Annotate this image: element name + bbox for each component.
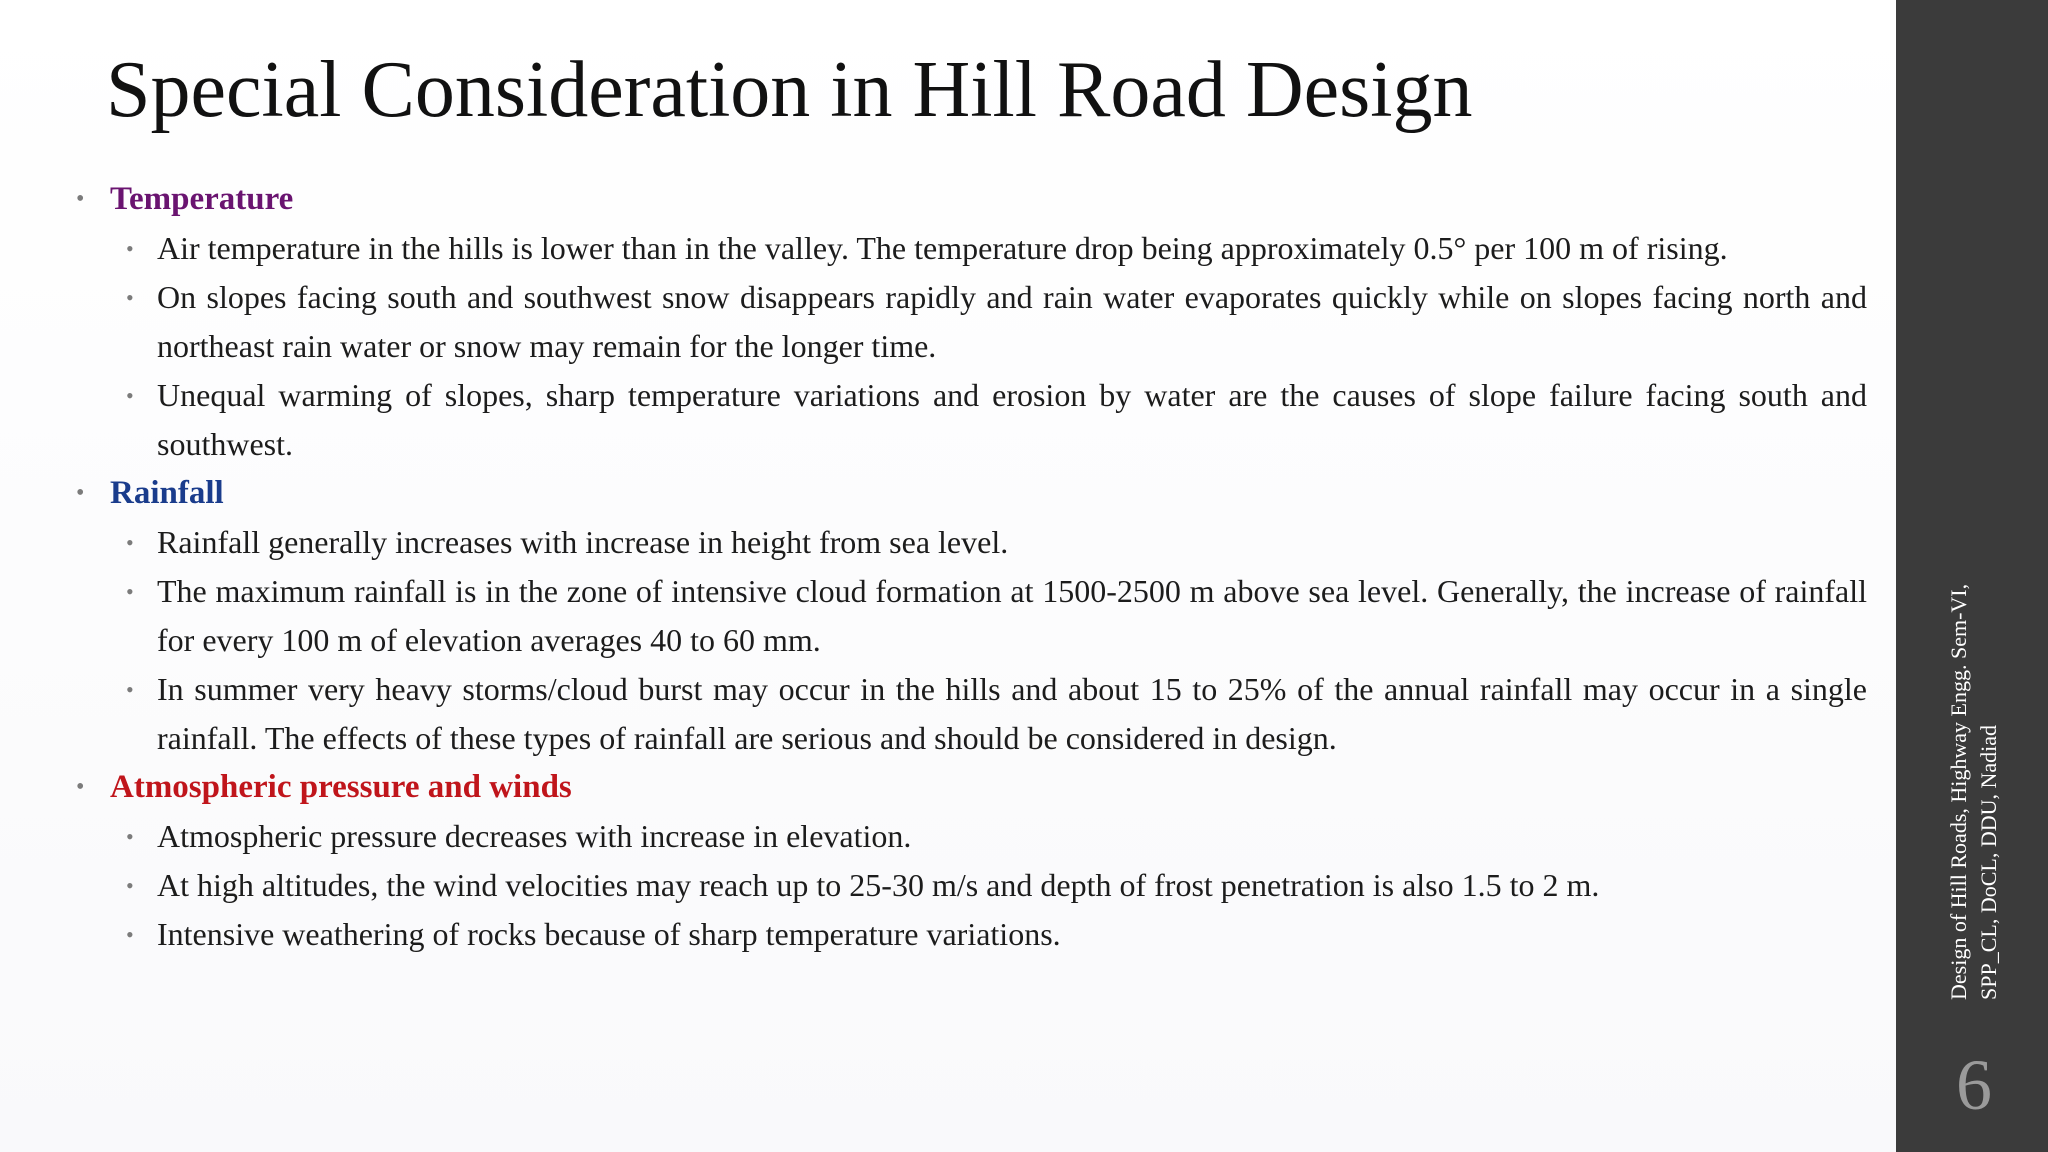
list-item xyxy=(110,371,1867,469)
section-heading: Temperature xyxy=(110,181,294,217)
bullet-icon: • xyxy=(126,236,134,261)
item-text: Unequal warming of slopes, sharp temperature variations and erosion by water are the causes of slope failure facing south and southwest. xyxy=(157,377,1867,462)
page-number: 6 xyxy=(1956,1045,1992,1125)
section-temperature xyxy=(72,175,1867,469)
item-list xyxy=(110,812,1867,959)
section-rainfall xyxy=(72,469,1867,763)
list-item xyxy=(110,224,1867,273)
item-text: Intensive weathering of rocks because of sharp temperature variations. xyxy=(157,916,1061,952)
bullet-icon: • xyxy=(76,774,85,800)
item-list xyxy=(110,518,1867,763)
bullet-icon: • xyxy=(126,873,134,898)
footer-vertical-text xyxy=(1944,500,2004,1000)
item-text: In summer very heavy storms/cloud burst may occur in the hills and about 15 to 25% of the annual rainfall may occur in a single rainfall. The effects of these types of rainfall are serious and should be considered in design. xyxy=(157,671,1867,756)
slide-content xyxy=(72,175,1867,959)
list-item xyxy=(110,861,1867,910)
list-item xyxy=(110,273,1867,371)
bullet-icon: • xyxy=(126,824,134,849)
footer-line-1: Design of Hill Roads, Highway Engg. Sem-VI, xyxy=(1946,583,1971,1000)
item-list xyxy=(110,224,1867,469)
bullet-icon: • xyxy=(126,285,134,310)
bullet-icon: • xyxy=(126,530,134,555)
list-item xyxy=(110,665,1867,763)
bullet-icon: • xyxy=(76,186,85,212)
list-item xyxy=(110,812,1867,861)
item-text: Air temperature in the hills is lower than in the valley. The temperature drop being approximately 0.5° per 100 m of rising. xyxy=(157,230,1728,266)
section-atmospheric-pressure xyxy=(72,763,1867,959)
item-text: The maximum rainfall is in the zone of intensive cloud formation at 1500-2500 m above sea level. Generally, the increase of rainfall for every 100 m of elevation averages 40 to 60 mm. xyxy=(157,573,1867,658)
section-heading: Atmospheric pressure and winds xyxy=(110,769,572,805)
bullet-icon: • xyxy=(76,480,85,506)
slide-title: Special Consideration in Hill Road Design xyxy=(106,46,1473,134)
item-text: On slopes facing south and southwest snow disappears rapidly and rain water evaporates quickly while on slopes facing north and northeast rain water or snow may remain for the longer time. xyxy=(157,279,1867,364)
list-item xyxy=(110,910,1867,959)
bullet-icon: • xyxy=(126,383,134,408)
footer-line-2: SPP_CL, DoCL, DDU, Nadiad xyxy=(1976,724,2001,1000)
item-text: At high altitudes, the wind velocities may reach up to 25-30 m/s and depth of frost penetration is also 1.5 to 2 m. xyxy=(157,867,1600,903)
item-text: Rainfall generally increases with increase in height from sea level. xyxy=(157,524,1009,560)
list-item xyxy=(110,567,1867,665)
bullet-icon: • xyxy=(126,677,134,702)
bullet-icon: • xyxy=(126,579,134,604)
section-heading: Rainfall xyxy=(110,475,224,511)
bullet-icon: • xyxy=(126,922,134,947)
item-text: Atmospheric pressure decreases with increase in elevation. xyxy=(157,818,912,854)
list-item xyxy=(110,518,1867,567)
